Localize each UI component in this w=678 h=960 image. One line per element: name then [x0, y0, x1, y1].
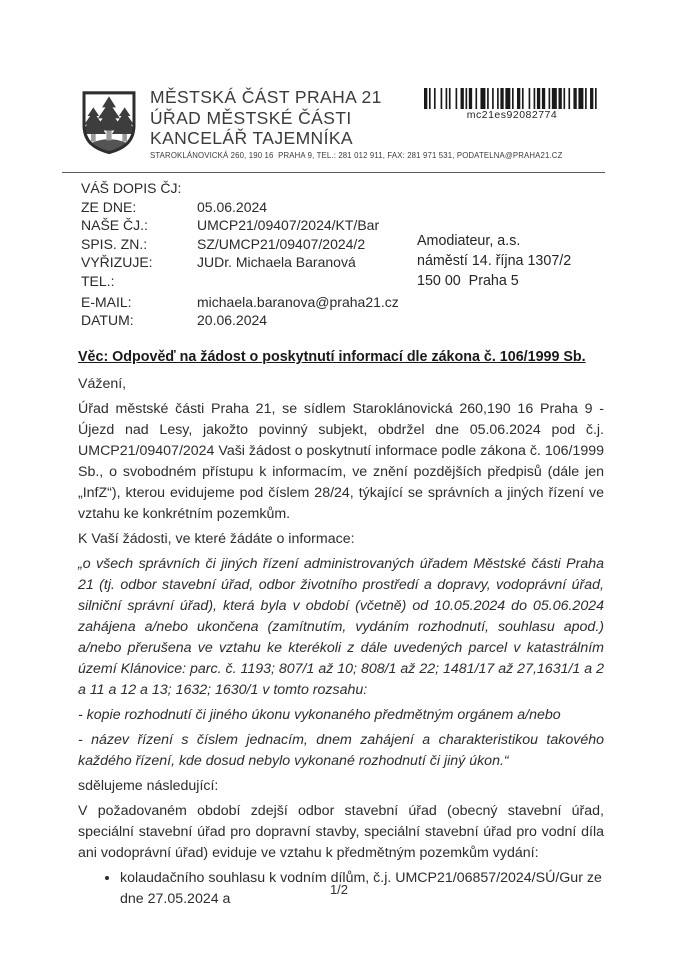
meta-row-vyrizuje [81, 253, 399, 272]
recipient-city: 150 00 Praha 5 [417, 273, 519, 289]
meta-row-tel [81, 272, 399, 291]
meta-value: michaela.baranova@praha21.cz [197, 293, 399, 310]
quote-item-2: - název řízení s číslem jednacím, dnem zahájení a charakteristikou takového každého řízení, kde dosud nebylo vykonané rozhodnutí či jiný úkon.“ [78, 732, 604, 769]
response-paragraph: V požadovaném období zdejší odbor stavební úřad (obecný stavební úřad, speciální stavební úřad pro dopravní stavby, speciální stavební úřad pro vodní díla ani vodoprávní úřad) eviduje ve vztahu k předmětným pozemkům vydání: [78, 803, 604, 861]
meta-row-nase-cj [81, 216, 399, 235]
bullet-item: • kolaudačního souhlasu k vodním dílům, č.j. UMCP21/06857/2024/SÚ/Gur ze dne 27.05.2024 a [120, 868, 604, 910]
request-intro: K Vaší žádosti, ve které žádáte o informace: [78, 531, 355, 547]
meta-row-datum [81, 311, 399, 330]
recipient-street: náměstí 14. října 1307/2 [417, 253, 572, 269]
meta-row-ze-dne [81, 198, 399, 217]
barcode-text: mc21es92082774 [466, 109, 558, 121]
page-number: 1/2 [329, 882, 349, 897]
org-name [150, 87, 382, 149]
coat-of-arms-logo [80, 89, 138, 162]
recipient-address [417, 231, 571, 291]
quote-item-1: - kopie rozhodnutí či jiného úkonu vykonaného předmětným orgánem a/nebo [78, 707, 561, 723]
org-name-line3: KANCELÁŘ TAJEMNÍKA [150, 128, 353, 148]
org-name-line2: ÚŘAD MĚSTSKÉ ČÁSTI [150, 107, 352, 128]
meta-label: NAŠE ČJ.: [81, 217, 148, 234]
org-name-line1: MĚSTSKÁ ČÁST PRAHA 21 [150, 87, 382, 107]
letterhead-address: STAROKLÁNOVICKÁ 260, 190 16 PRAHA 9, TEL.: 281 012 911, FAX: 281 971 531, PODATELNA@PRAHA21.CZ [150, 151, 563, 160]
header-divider [62, 172, 605, 173]
meta-label: SPIS. ZN.: [81, 235, 148, 252]
meta-row-vas-dopis [81, 179, 399, 198]
meta-label: DATUM: [81, 312, 134, 329]
meta-value: JUDr. Michaela Baranová [197, 254, 356, 271]
meta-label: ZE DNE: [81, 198, 137, 215]
meta-block [81, 179, 399, 330]
meta-row-email [81, 293, 399, 312]
salutation: Vážení, [78, 376, 127, 392]
subject-line: Věc: Odpověď na žádost o poskytnutí informací dle zákona č. 106/1999 Sb. [78, 349, 586, 365]
recipient-name: Amodiateur, a.s. [417, 233, 521, 249]
meta-value: SZ/UMCP21/09407/2024/2 [197, 235, 366, 252]
barcode-image [424, 88, 600, 109]
letter-body [78, 374, 604, 910]
meta-label: VÁŠ DOPIS ČJ: [81, 180, 182, 196]
meta-row-spis-zn [81, 235, 399, 254]
meta-value: 20.06.2024 [197, 312, 268, 329]
barcode [424, 88, 600, 121]
request-quote: „o všech správních či jiných řízení administrovaných úřadem Městské části Praha 21 (tj. odbor stavební úřad, odbor životního prostředí a dopravy, vodoprávní úřad, silniční správní úřad), která byla v období (včetně) od 10.05.2024 do 05.06.2024 zahájena a/nebo ukončena (zamítnutím, vydáním rozhodnutí, souhlasu apod.) a/nebo přerušena ve vztahu ke kterékoli z dále uvedených parcel v katastrálním území Klánovice: parc. č. 1193; 807/1 až 10; 808/1 až 22; 1481/17 až 27,1631/1 a 2 a 11 a 12 a 13; 1632; 1630/1 v tomto rozsahu: [78, 556, 604, 698]
meta-value: 05.06.2024 [197, 198, 268, 215]
meta-value: UMCP21/09407/2024/KT/Bar [197, 217, 380, 234]
meta-label: E-MAIL: [81, 293, 132, 310]
response-intro: sdělujeme následující: [78, 778, 219, 794]
meta-label: TEL.: [81, 272, 115, 289]
meta-label: VYŘIZUJE: [81, 254, 153, 271]
request-received-paragraph: Úřad městské části Praha 21, se sídlem Staroklánovická 260,190 16 Praha 9 - Újezd nad Lesy, jakožto povinný subjekt, obdržel dne 05.06.2024 pod č.j. UMCP21/09407/2024 Vaši žádost o poskytnutí informace podle zákona č. 106/1999 Sb., o svobodném přístupu k informacím, ve znění pozdějších předpisů (dále jen „InfZ“), kterou evidujeme pod číslem 28/24, týkající se správních a jiných řízení ve vztahu ke konkrétním pozemkům. [78, 401, 604, 522]
